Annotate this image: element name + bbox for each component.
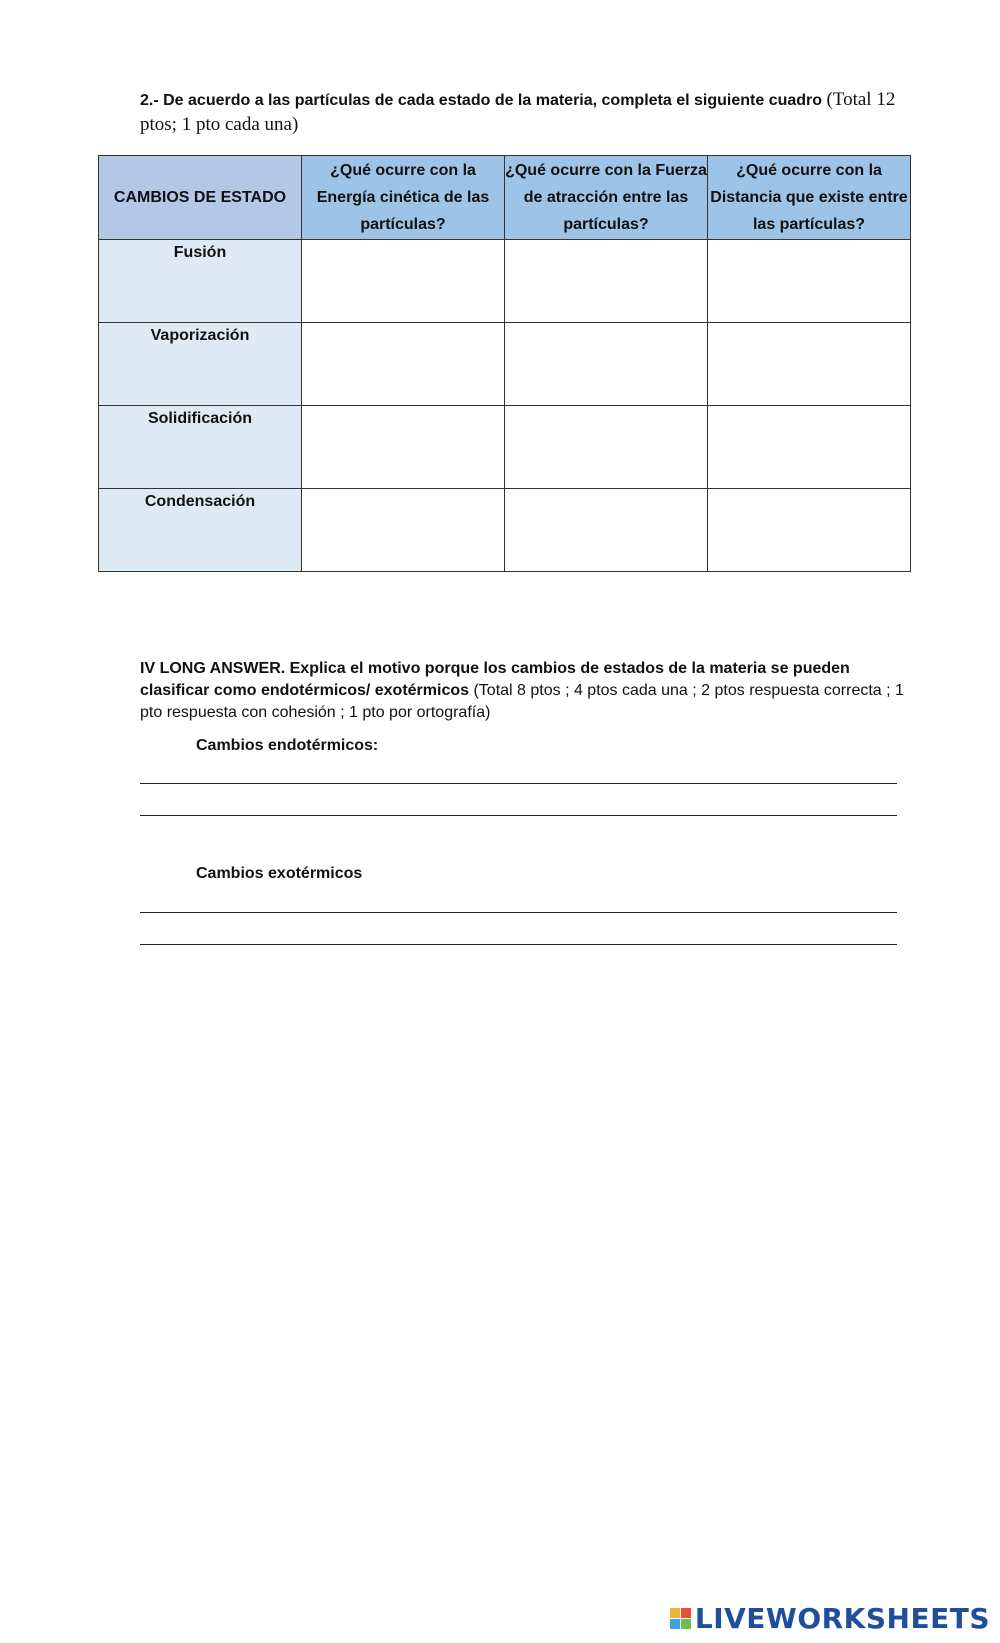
table-row bbox=[99, 406, 911, 489]
endothermic-answer-line-2[interactable] bbox=[140, 815, 897, 816]
section-iv-instructions bbox=[140, 658, 910, 724]
table-row bbox=[99, 240, 911, 323]
exothermic-label: Cambios exotérmicos bbox=[196, 865, 363, 882]
liveworksheets-logo bbox=[670, 1602, 990, 1635]
question-2-points: (Total 12 ptos; 1 pto cada una) bbox=[140, 89, 896, 135]
header-fuerza-atraccion: ¿Qué ocurre con la Fuerza de atracción entre las partículas? bbox=[505, 156, 708, 240]
exothermic-answer-line-1[interactable] bbox=[140, 912, 897, 913]
answer-cell-fusion-fuerza[interactable] bbox=[505, 240, 708, 323]
answer-cell-solidificacion-energia[interactable] bbox=[302, 406, 505, 489]
section-iv-title: IV LONG ANSWER. Explica el motivo porque los cambios de estados de la materia se pueden clasificar como endotérmicos/ exotérmicos bbox=[140, 660, 850, 699]
exothermic-answer-line-2[interactable] bbox=[140, 944, 897, 945]
answer-cell-solidificacion-fuerza[interactable] bbox=[505, 406, 708, 489]
answer-cell-solidificacion-distancia[interactable] bbox=[708, 406, 911, 489]
liveworksheets-cube-icon bbox=[670, 1608, 691, 1629]
table-row bbox=[99, 323, 911, 406]
answer-cell-condensacion-fuerza[interactable] bbox=[505, 489, 708, 572]
question-2-text: 2.- De acuerdo a las partículas de cada estado de la materia, completa el siguiente cuadro bbox=[140, 92, 823, 109]
table-header-row bbox=[99, 156, 911, 240]
answer-cell-fusion-distancia[interactable] bbox=[708, 240, 911, 323]
question-2-instructions bbox=[140, 88, 900, 138]
row-label-condensacion: Condensación bbox=[99, 489, 302, 572]
logo-text: LIVEWORKSHEETS bbox=[694, 1602, 990, 1635]
row-label-solidificacion: Solidificación bbox=[99, 406, 302, 489]
endothermic-answer-line-1[interactable] bbox=[140, 783, 897, 784]
section-iv-points: (Total 8 ptos ; 4 ptos cada una ; 2 ptos respuesta correcta ; 1 pto respuesta con cohesión ; 1 pto por ortografía) bbox=[140, 682, 904, 721]
answer-cell-fusion-energia[interactable] bbox=[302, 240, 505, 323]
answer-cell-vaporizacion-energia[interactable] bbox=[302, 323, 505, 406]
header-cambios-de-estado: CAMBIOS DE ESTADO bbox=[99, 156, 302, 240]
table-row bbox=[99, 489, 911, 572]
header-distancia: ¿Qué ocurre con la Distancia que existe entre las partículas? bbox=[708, 156, 911, 240]
endothermic-label: Cambios endotérmicos: bbox=[196, 737, 379, 754]
answer-cell-vaporizacion-distancia[interactable] bbox=[708, 323, 911, 406]
header-energia-cinetica: ¿Qué ocurre con la Energía cinética de las partículas? bbox=[302, 156, 505, 240]
answer-cell-condensacion-distancia[interactable] bbox=[708, 489, 911, 572]
states-of-matter-table bbox=[98, 155, 911, 572]
answer-cell-condensacion-energia[interactable] bbox=[302, 489, 505, 572]
row-label-fusion: Fusión bbox=[99, 240, 302, 323]
row-label-vaporizacion: Vaporización bbox=[99, 323, 302, 406]
answer-cell-vaporizacion-fuerza[interactable] bbox=[505, 323, 708, 406]
